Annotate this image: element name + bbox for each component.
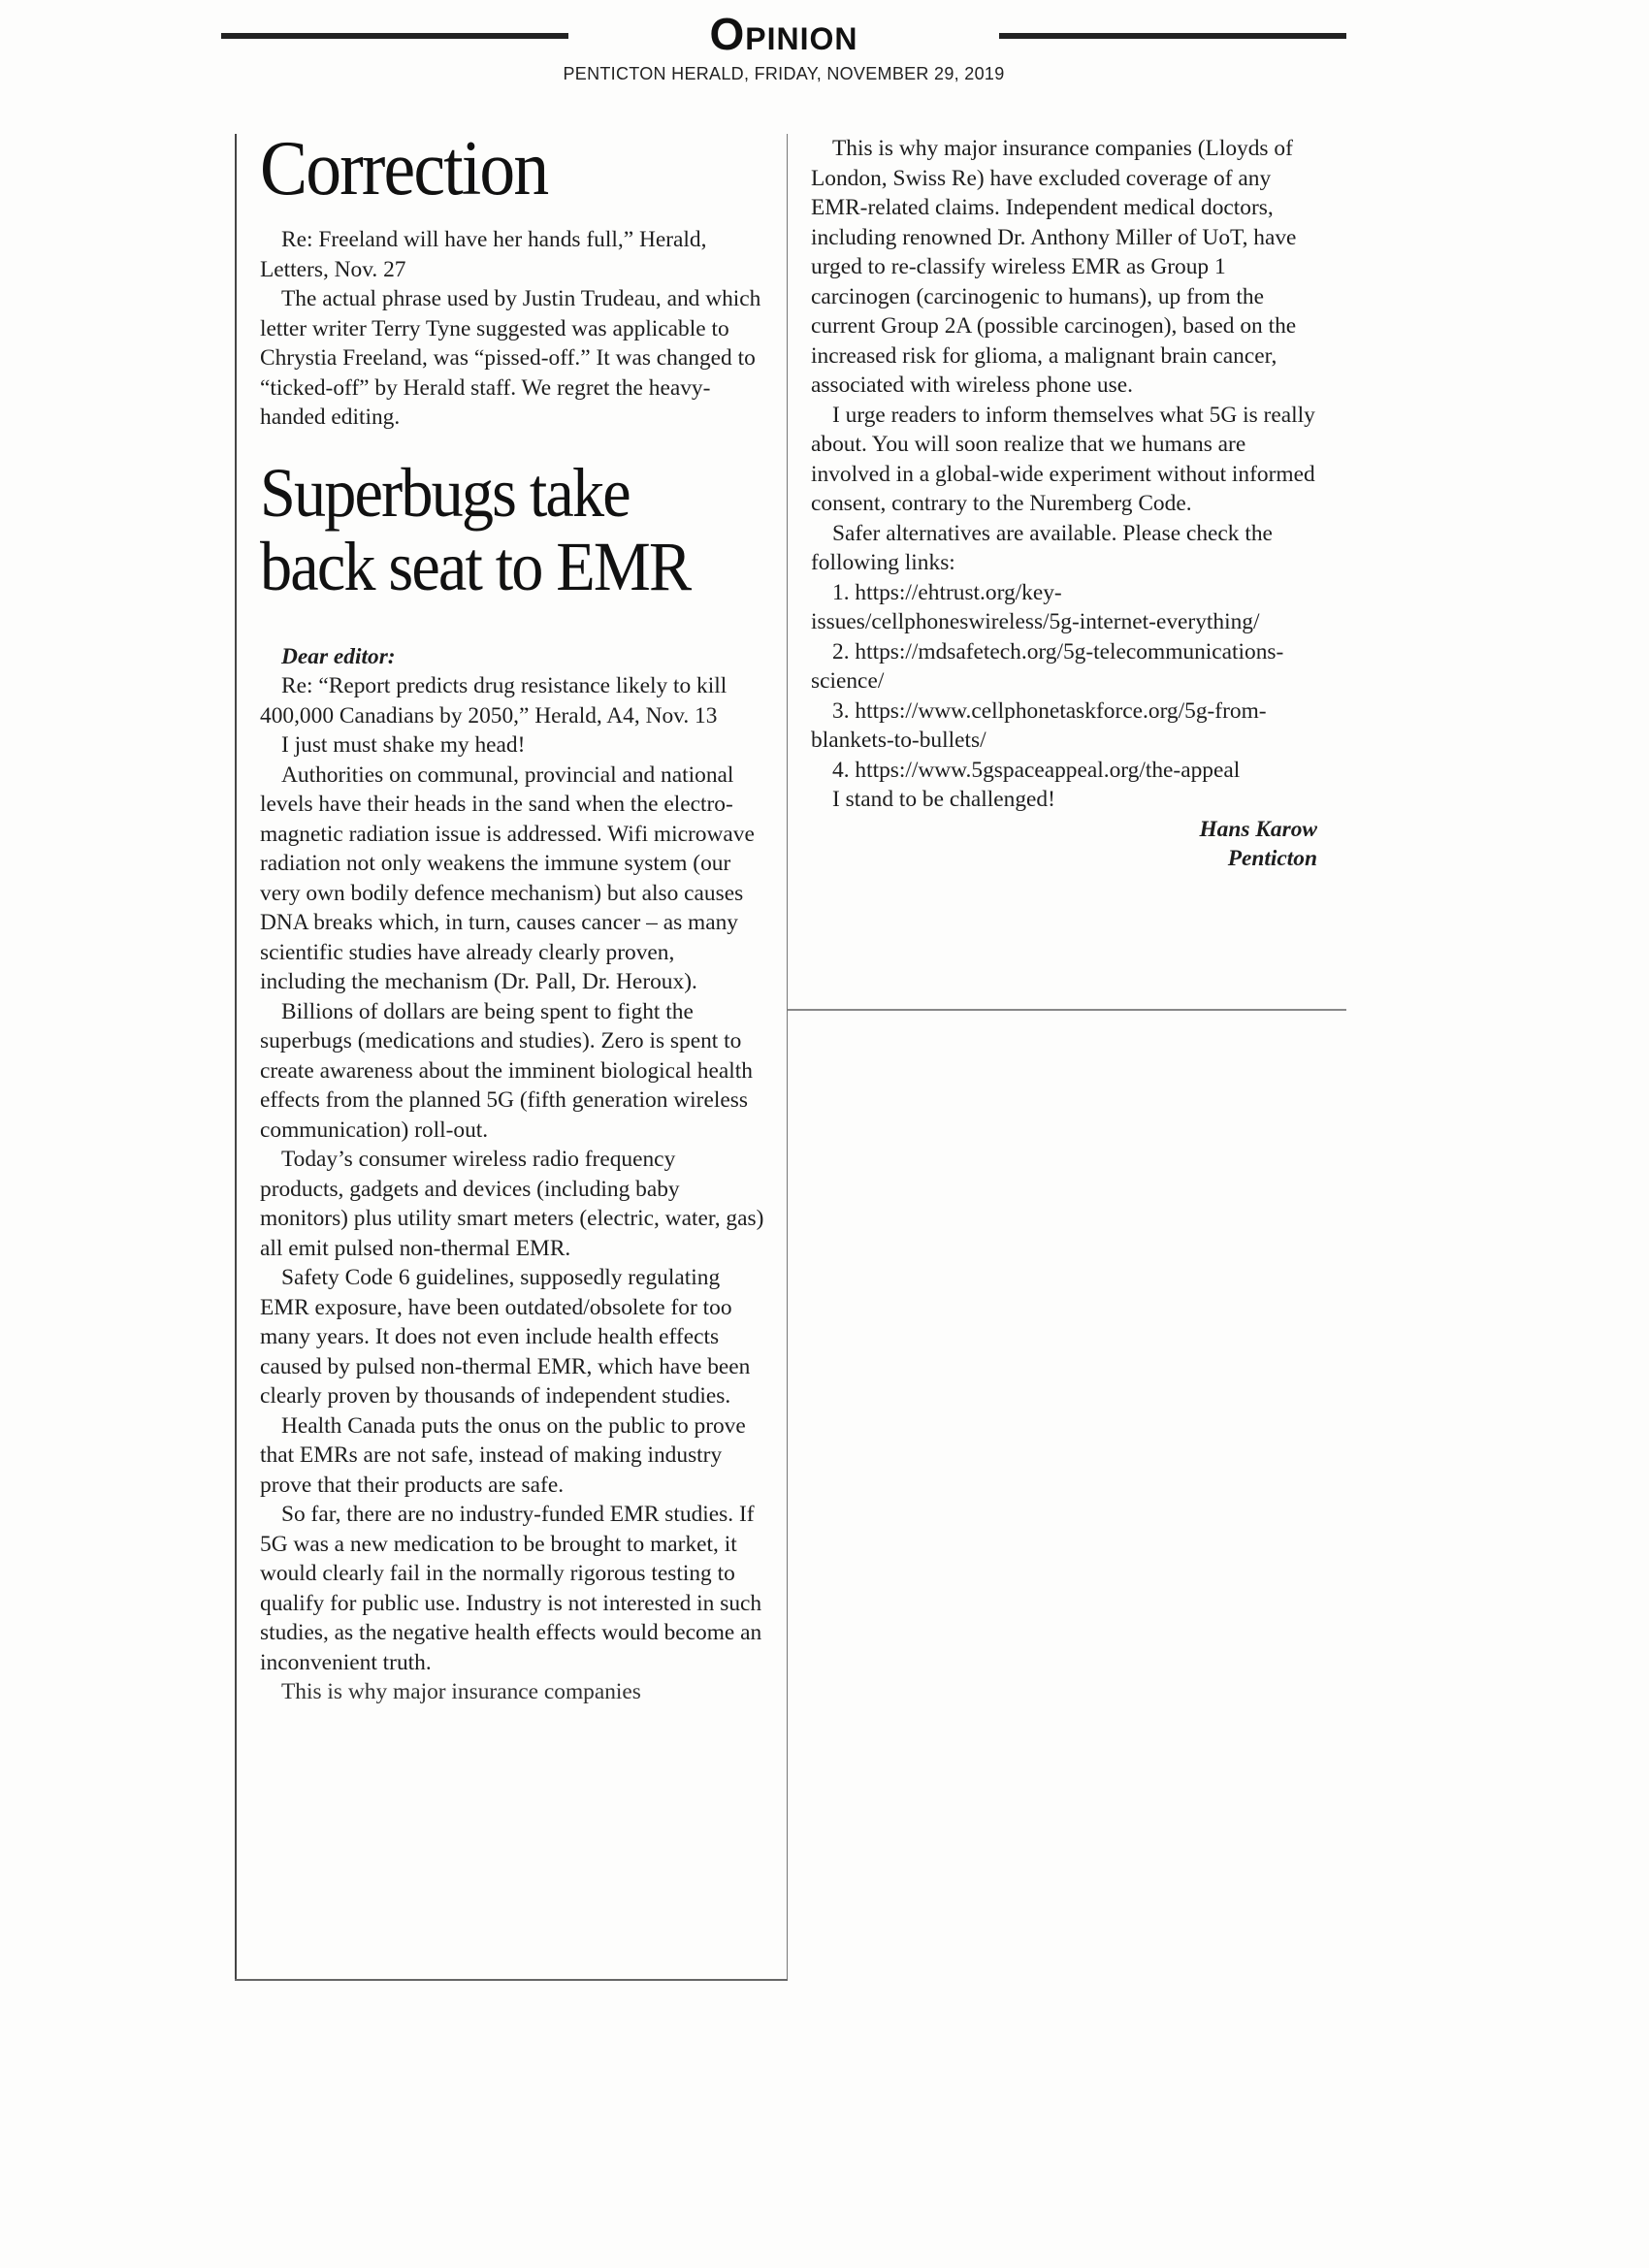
letter-author: Hans Karow: [1199, 816, 1317, 842]
correction-reference: Re: Freeland will have her hands full,” Herald, Letters, Nov. 27: [260, 227, 707, 282]
letter-salutation: Dear editor:: [281, 643, 396, 669]
letter-paragraph: This is why major insurance companies (Lloyds of London, Swiss Re) have excluded coverage of any EMR-related claims. Independent medical doctors, including renowned Dr. Anthony Miller of UoT, have urged to re-classify wireless EMR as Group 1 carcinogen (carcinogenic to humans), up from the current Group 2A (possible carcinogen), based on the increased risk for glioma, a malignant brain cancer, associated with wireless phone use.: [811, 136, 1297, 398]
clipping-left-edge: [235, 134, 237, 1979]
column2-bottom-edge: [788, 1009, 1346, 1011]
link-item: 2. https://mdsafetech.org/5g-telecommunications-science/: [811, 638, 1284, 694]
letter-paragraph: Today’s consumer wireless radio frequency products, gadgets and devices (including baby monitors) plus utility smart meters (electric, water, gas) all emit pulsed non-thermal EMR.: [260, 1147, 764, 1261]
clipping-bottom-edge: [235, 1979, 788, 1981]
correction-headline: Correction: [260, 126, 548, 211]
letter-paragraph: Safer alternatives are available. Please check the following links:: [811, 520, 1273, 575]
dateline: PENTICTON HERALD, FRIDAY, NOVEMBER 29, 2019: [563, 64, 1005, 83]
link-item: 3. https://www.cellphonetaskforce.org/5g-from-blankets-to-bullets/: [811, 697, 1267, 753]
link-item: 4. https://www.5gspaceappeal.org/the-appeal: [832, 757, 1241, 783]
correction-body: The actual phrase used by Justin Trudeau, and which letter writer Terry Tyne suggested was applicable to Chrystia Freeland, was “pissed-off.” It was changed to “ticked-off” by Herald staff. We regret the heavy-handed editing.: [260, 286, 761, 430]
letter-closing: I stand to be challenged!: [832, 787, 1055, 812]
column-left: [260, 122, 764, 1704]
letter-paragraph: I just must shake my head!: [281, 732, 526, 758]
letter-paragraph: Authorities on communal, provincial and national levels have their heads in the sand when the electro-magnetic radiation issue is addressed. Wifi microwave radiation not only weakens the immune system (our very own bodily defence mechanism) but also causes DNA breaks which, in turn, causes cancer – as many scientific studies have already clearly proven, including the mechanism (Dr. Pall, Dr. Heroux).: [260, 761, 755, 994]
letter-paragraph: Re: “Report predicts drug resistance likely to kill 400,000 Canadians by 2050,” Herald, A4, Nov. 13: [260, 673, 728, 729]
link-list: [811, 578, 1329, 786]
letter-headline: [260, 453, 724, 605]
letter-headline-line2: back seat to EMR: [260, 527, 691, 605]
letter-city: Penticton: [1227, 846, 1317, 871]
link-item: 1. https://ehtrust.org/key-issues/cellphoneswireless/5g-internet-everything/: [811, 579, 1260, 634]
letter-paragraph: I urge readers to inform themselves what 5G is really about. You will soon realize that we humans are involved in a global-wide experiment without informed consent, contrary to the Nuremberg Code.: [811, 402, 1315, 516]
column-right: [811, 134, 1329, 874]
letter-paragraph: Billions of dollars are being spent to fight the superbugs (medications and studies). Zero is spent to create awareness about the imminent biological health effects from the planned 5G (fifth generation wireless communication) roll-out.: [260, 998, 753, 1143]
section-title: Opinion: [709, 9, 858, 59]
letter-paragraph: So far, there are no industry-funded EMR studies. If 5G was a new medication to be brought to market, it would clearly fail in the normally rigorous testing to qualify for public use. Industry is not interested in such studies, as the negative health effects would become an inconvenient truth.: [260, 1502, 762, 1675]
column-divider: [787, 134, 788, 1979]
letter-headline-line1: Superbugs take: [260, 453, 630, 532]
letter-paragraph: Safety Code 6 guidelines, supposedly regulating EMR exposure, have been outdated/obsolete for too many years. It does not even include health effects caused by pulsed non-thermal EMR, which have been clearly proven by thousands of independent studies.: [260, 1265, 751, 1409]
letter-paragraph: Health Canada puts the onus on the public to prove that EMRs are not safe, instead of making industry prove that their products are safe.: [260, 1412, 746, 1498]
letter-cutoff-line: This is why major insurance companies: [281, 1679, 641, 1704]
